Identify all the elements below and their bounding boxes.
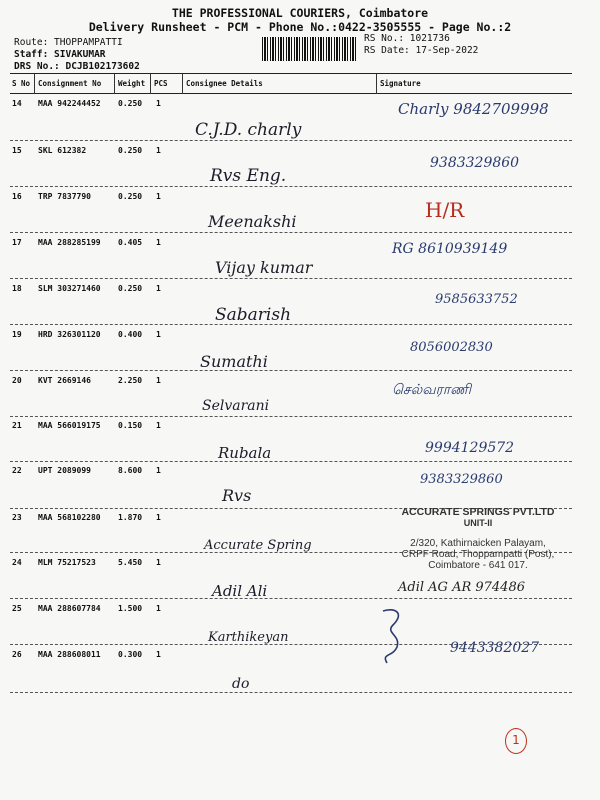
company-stamp: ACCURATE SPRINGS PVT.LTD UNIT-II 2/320, Kathirnaicken Palayam, CRPF Road, Thoppampatti (Post), Coimbatore - 641 017. bbox=[401, 506, 555, 571]
header-top-rule bbox=[10, 73, 572, 74]
barcode bbox=[262, 37, 358, 61]
consignee-name: Vijay kumar bbox=[215, 258, 313, 277]
consignee-name: Sumathi bbox=[200, 352, 268, 371]
signature: H/R bbox=[425, 198, 465, 222]
col-weight: Weight bbox=[118, 79, 146, 88]
consignee-name: Rvs Eng. bbox=[210, 166, 287, 186]
col-consignment: Consignment No bbox=[38, 79, 102, 88]
drs-number: DRS No.: DCJB102173602 bbox=[14, 61, 140, 72]
signature: 8056002830 bbox=[410, 340, 493, 355]
runsheet-page: THE PROFESSIONAL COURIERS, Coimbatore Delivery Runsheet - PCM - Phone No.:0422-3505555 - Page No.:2 Route: THOPPAMPATTI Staff: SIVAKUMAR DRS No.: DCJB102173602 RS No.: 1021736 RS Date: 17-Sep-2022 S No Consignment No Weight PCS Consignee Details Signature 14 MAA 942244452 0.250 1 C.J.D. charly Charly 9842709998 15 SKL 612382 0.250 1 Rvs Eng. 9383329860 16 TRP 7837790 0.250 1 Meenakshi H/R 17 MAA 288285199 0.405 1 Vijay kumar RG 8610939149 18 SLM 303271460 0.250 1 Sabarish 9585633752 19 HRD 326301120 0.400 1 Sumathi 8056002830 20 KVT 2669146 2.250 1 Selvarani செல்வராணி 21 MAA 566019175 0.150 1 Rubala 9994129572 22 UPT 2089099 8.600 1 Rvs 9383329860 23 MAA 568102280 1.870 1 Accurate Spring ACCURATE SPRINGS PVT.LTD UNIT-II 2/320, Kathirnaicken Palayam, CRPF Road, Thoppampatti (Post), Coimbatore - 641 017. 24 MLM 75217523 5.450 1 Adil Ali Adil AG AR 974486 25 MAA 288607784 1.500 1 Karthikeyan 26 MAA 288608011 0.300 1 do 9443382027 1 bbox=[0, 0, 600, 800]
col-pcs: PCS bbox=[154, 79, 168, 88]
col-consignee: Consignee Details bbox=[186, 79, 263, 88]
page-mark: 1 bbox=[505, 728, 527, 754]
col-signature: Signature bbox=[380, 79, 421, 88]
signature: 9443382027 bbox=[450, 640, 540, 656]
consignee-name: Rvs bbox=[222, 486, 252, 505]
signature: RG 8610939149 bbox=[392, 241, 508, 257]
rs-number: RS No.: 1021736 bbox=[364, 33, 450, 44]
signature: 9585633752 bbox=[435, 292, 518, 307]
consignee-name: Meenakshi bbox=[208, 212, 297, 231]
signature: 9994129572 bbox=[425, 440, 515, 456]
consignee-name: Selvarani bbox=[202, 398, 270, 414]
company-title: THE PROFESSIONAL COURIERS, Coimbatore bbox=[171, 6, 429, 20]
consignee-name: Rubala bbox=[218, 444, 272, 462]
signature: Adil AG AR 974486 bbox=[398, 580, 525, 595]
signature-scribble bbox=[375, 605, 415, 667]
consignee-name: Adil Ali bbox=[212, 582, 268, 600]
consignee-name: do bbox=[232, 676, 250, 692]
rs-date: RS Date: 17-Sep-2022 bbox=[364, 45, 479, 56]
consignee-name: C.J.D. charly bbox=[195, 120, 302, 140]
consignee-name: Accurate Spring bbox=[204, 538, 312, 553]
signature: 9383329860 bbox=[430, 155, 520, 171]
runsheet-subtitle: Delivery Runsheet - PCM - Phone No.:0422-3505555 - Page No.:2 bbox=[88, 20, 512, 34]
signature: செல்வராணி bbox=[392, 382, 472, 398]
route-label: Route: THOPPAMPATTI bbox=[14, 37, 123, 48]
consignee-name: Sabarish bbox=[215, 305, 292, 325]
signature: Charly 9842709998 bbox=[398, 100, 549, 118]
col-sno: S No bbox=[12, 79, 31, 88]
header-bottom-rule bbox=[10, 93, 572, 94]
signature: 9383329860 bbox=[420, 472, 503, 487]
staff-label: Staff: SIVAKUMAR bbox=[14, 49, 106, 60]
consignee-name: Karthikeyan bbox=[208, 630, 289, 645]
